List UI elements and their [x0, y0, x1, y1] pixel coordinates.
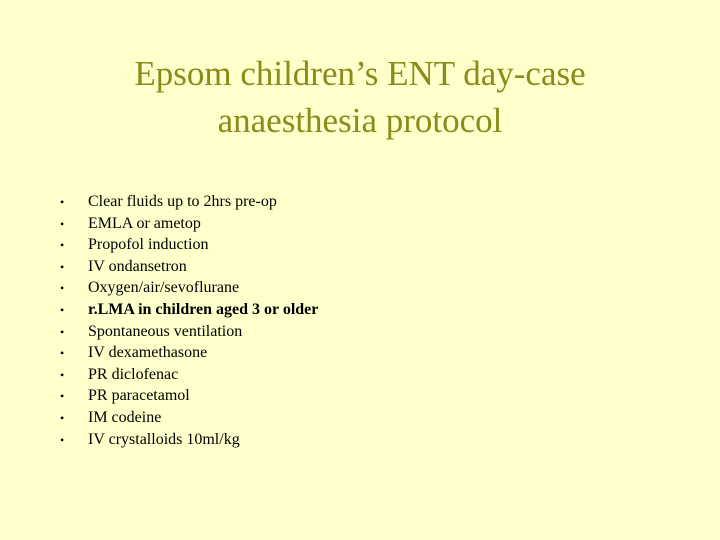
- list-item: [56, 429, 318, 451]
- bullet-icon: •: [60, 367, 65, 382]
- list-item-text: PR paracetamol: [88, 387, 190, 405]
- list-item-text: PR diclofenac: [88, 365, 179, 383]
- bullet-icon: •: [60, 410, 65, 425]
- bullet-icon: •: [60, 216, 65, 231]
- slide-title-line-2: anaesthesia protocol: [217, 101, 503, 140]
- bullet-icon: •: [60, 346, 65, 361]
- bullet-icon: •: [60, 259, 65, 274]
- list-item-text: Spontaneous ventilation: [88, 322, 243, 340]
- list-item: [56, 407, 318, 429]
- list-item: [56, 342, 318, 364]
- list-item-text: IM codeine: [88, 408, 162, 426]
- list-item-text: IV ondansetron: [88, 257, 187, 275]
- list-item: [56, 299, 318, 321]
- list-item-text: r.LMA in children aged 3 or older: [88, 300, 319, 318]
- bullet-icon: •: [60, 195, 65, 209]
- slide-title: [60, 50, 660, 144]
- bullet-icon: •: [60, 432, 65, 447]
- slide-title-line-1: Epsom children’s ENT day-case: [134, 54, 586, 93]
- bullet-icon: •: [60, 302, 65, 317]
- list-item: [56, 277, 318, 299]
- list-item: [56, 213, 318, 235]
- list-item: [56, 191, 318, 213]
- list-item-text: IV crystalloids 10ml/kg: [88, 430, 240, 448]
- list-item: [56, 364, 318, 386]
- bullet-icon: •: [60, 389, 65, 404]
- list-item-text: IV dexamethasone: [88, 344, 208, 362]
- protocol-bullet-list: [56, 191, 318, 450]
- list-item: [56, 234, 318, 256]
- list-item-text: Clear fluids up to 2hrs pre-op: [88, 193, 277, 210]
- list-item: [56, 256, 318, 278]
- list-item-text: EMLA or ametop: [88, 214, 201, 232]
- list-item-text: Propofol induction: [88, 236, 209, 254]
- bullet-icon: •: [60, 281, 65, 296]
- list-item-text: Oxygen/air/sevoflurane: [88, 279, 240, 297]
- bullet-icon: •: [60, 238, 65, 253]
- list-item: [56, 321, 318, 343]
- bullet-icon: •: [60, 324, 65, 339]
- list-item: [56, 385, 318, 407]
